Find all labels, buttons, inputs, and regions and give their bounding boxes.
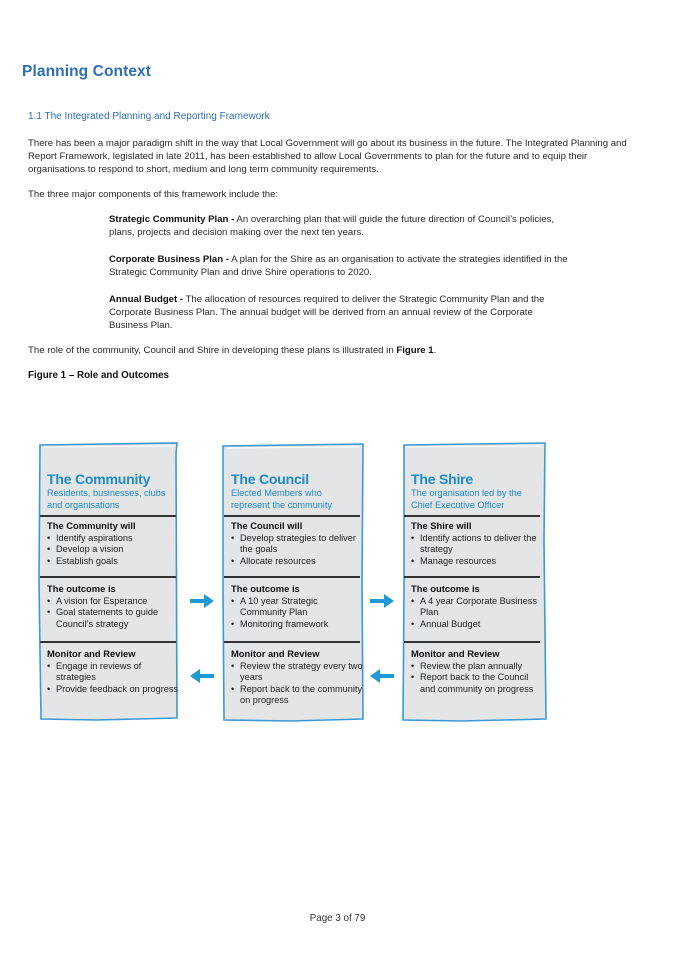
will-heading: The Shire will (411, 520, 472, 531)
divider (404, 515, 540, 517)
figure-label: Figure 1 – Role and Outcomes (28, 370, 169, 381)
divider (40, 515, 176, 517)
intro-paragraph: There has been a major paradigm shift in the way that Local Government will go about its business in the future. The Integrated Planning and Report Framework, legislated in late 2011, has been established to allow Local Governments to plan for the future and to equip their organisations to respond to short, medium and long term community requirements. (28, 138, 627, 175)
panel-community (37, 442, 183, 722)
list-item: • Review the strategy every two years (231, 661, 363, 683)
components-intro: The three major components of this framework include the: (28, 189, 279, 200)
role-paragraph (28, 344, 643, 357)
divider (40, 576, 176, 578)
list-item: • A 10 year Strategic Community Plan (231, 596, 318, 618)
component-description: A plan for the Shire as an organisation to activate the strategies identified in the Strategic Community Plan and drive Shire operations to 2020. (109, 254, 568, 278)
figure-reference: Figure 1 (396, 345, 434, 356)
arrow-left-icon (189, 668, 215, 684)
panel-subtitle: The organisation led by the Chief Executive Officer (411, 488, 522, 510)
list-item: • Report back to the community on progress (231, 683, 363, 706)
list-item: • Identify aspirations (47, 533, 133, 543)
panel-title: The Council (231, 471, 309, 487)
outcome-heading: The outcome is (47, 583, 116, 594)
page-footer: Page 3 of 79 (309, 913, 366, 924)
list-item: • Manage resources (411, 555, 497, 566)
list-item: • Monitoring framework (231, 618, 329, 629)
list-item: • Develop strategies to deliver the goals (231, 533, 356, 555)
list-item: • Allocate resources (231, 555, 316, 566)
component-annual-budget (109, 293, 569, 332)
list-item: • Establish goals (47, 555, 118, 566)
divider (40, 641, 176, 643)
arrow-right-icon (189, 593, 215, 609)
role-text: The role of the community, Council and Shire in developing these plans is illustrated in (28, 345, 397, 356)
list-item: • Review the plan annually (411, 661, 523, 671)
review-heading: Monitor and Review (47, 648, 136, 659)
panel-council (221, 442, 367, 722)
arrow-left-icon (369, 668, 395, 684)
component-strategic-community-plan (109, 213, 569, 239)
outcome-heading: The outcome is (411, 583, 480, 594)
panel-shire (401, 442, 547, 722)
list-item: • Annual Budget (411, 618, 481, 629)
component-name: Strategic Community Plan - (109, 214, 235, 225)
divider (224, 576, 360, 578)
arrow-right-icon (369, 593, 395, 609)
list-item: • A 4 year Corporate Business Plan (411, 596, 537, 618)
list-item: • Identify actions to deliver the strategy (411, 533, 537, 555)
role-text-end: . (433, 345, 437, 356)
outcome-heading: The outcome is (231, 583, 300, 594)
review-heading: Monitor and Review (231, 648, 320, 659)
panel-title: The Community (47, 471, 151, 487)
list-item: • Engage in reviews of strategies (47, 661, 142, 683)
will-heading: The Community will (47, 520, 136, 531)
list-item: • Goal statements to guide Council’s strategy (47, 607, 159, 629)
component-corporate-business-plan (109, 253, 569, 279)
divider (404, 641, 540, 643)
list-item: • Develop a vision (47, 544, 124, 555)
list-item: • A vision for Esperance (47, 596, 148, 606)
list-item: • Report back to the Council and community on progress (411, 672, 534, 694)
section-title: 1.1 The Integrated Planning and Reporting Framework (28, 111, 270, 122)
page-title: Planning Context (22, 63, 152, 80)
list-item: • Provide feedback on progress (47, 683, 179, 694)
divider (404, 576, 540, 578)
component-description: The allocation of resources required to deliver the Strategic Community Plan and the Corporate Business Plan. The annual budget will be derived from an annual review of the Corporate Business Plan. (109, 294, 545, 331)
panel-title: The Shire (411, 471, 473, 487)
component-name: Annual Budget - (109, 294, 184, 305)
review-heading: Monitor and Review (411, 648, 500, 659)
divider (224, 515, 360, 517)
will-heading: The Council will (231, 520, 303, 531)
component-description: An overarching plan that will guide the future direction of Council’s policies, plans, projects and decision making over the next ten years. (109, 214, 555, 238)
divider (224, 641, 360, 643)
panel-subtitle: Elected Members who represent the community (231, 488, 333, 510)
component-name: Corporate Business Plan - (109, 254, 229, 265)
panel-subtitle: Residents, businesses, clubs and organisations (47, 488, 166, 510)
